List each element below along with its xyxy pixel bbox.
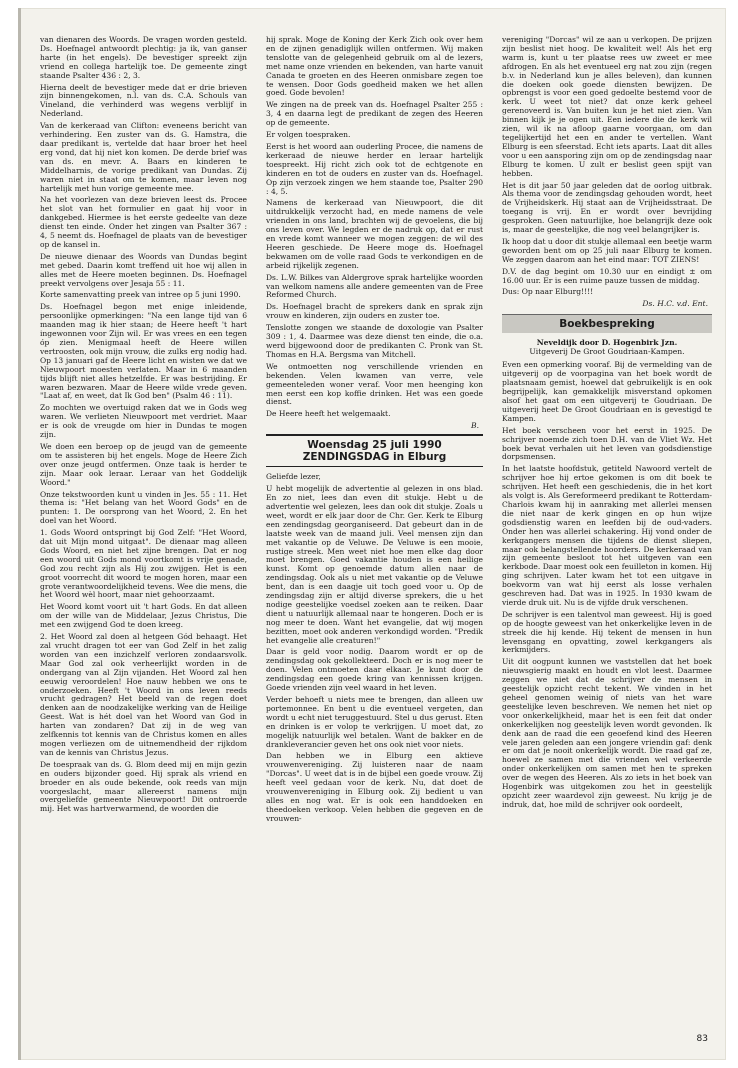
announcement-heading: [266, 434, 483, 467]
paragraph: Ds. Hoefnagel begon met enige inleidende, persoonlijke opmerkingen: "Na een lange tijd van 6 maanden mag ik hier staan; de Heere heeft 't hart ingewonnen voor Zijn wil. Er was vrees en een tegen óp zien. Menigmaal heeft de Heere willen vertroosten, ook mijn vrouw, die zulks erg nodig had. Op 13 januari gaf de Heere licht en wisten we dat we Nieuwpoort moesten verlaten. Maar in 6 maanden tijds blijft niet alles hetzelfde. Er was bestrijding. Er waren bezwaren. Maar de Heere wilde vrede geven. "Laat af, en weet, dat Ik God ben" (Psalm 46 : 11).: [40, 302, 247, 401]
paragraph: De schrijver is een talentvol man geweest. Hij is goed op de hoogte geweest van het onkerkelijke leven in de streek die hij kende. Hij tekent de mensen in hun levensgang en opvatting, zowel kerkgangers als kerkmijders.: [502, 609, 712, 655]
paragraph: We zingen na de preek van ds. Hoefnagel Psalter 255 : 3, 4 en daarna legt de predikant de zegen des Heeren op de gemeente.: [266, 100, 483, 128]
paragraph: D.V. de dag begint om 10.30 uur en eindigt ± om 16.00 uur. Er is een ruime pauze tussen de middag.: [502, 266, 712, 285]
paragraph: Ds. L.W. Bilkes van Aldergrove sprak hartelijke woorden van welkom namens alle andere gemeenten van de Free Reformed Church.: [266, 272, 483, 300]
paragraph: 2. Het Woord zal doen al hetgeen Gód behaagt. Het zal vrucht dragen tot eer van God Zelf in het zalig worden van een inzichzelf verloren zondaarsvolk. Maar God zal ook verheerlijkt worden in de ondergang van al Zijn vijanden. Het Woord zal hen eeuwig veroordelen! Hoe nauw hebben we ons te onderzoeken. Heeft 't Woord in ons leven reeds vrucht gedragen? Het beeld van de regen doet denken aan de noodzakelijke werking van de Heilige Geest. Wat is hét doel van het Woord van God in harten van zondaren? Dat zij in de weg van zelfkennis tot kennis van de Christus komen en alles mogen verliezen om de uitnemendheid der rijkdom van de kennis van Christus Jezus.: [40, 632, 247, 757]
author-signature-ent: Ds. H.C. v.d. Ent.: [642, 299, 708, 309]
paragraph: In het laatste hoofdstuk, getiteld Nawoord vertelt de schrijver hoe hij ertoe gekomen is om dit boek te schrijven. Het heeft een geschiedenis, die in het kort als volgt is. Als Gereformeerd predikant te Rotterdam-Charlois kwam hij in aanraking met allerlei mensen die niet naar de kerk gingen en op hun wijze godsdienstig waren en leefden bij de oud-vaders. Onder hen was allerlei schakering. Hij vond onder de kerkgangers mensen die tijdens de dienst sliepen, maar ook belangstellende hoorders. De kerkeraad van zijn gemeente besloot tot het uitgeven van een kerkbode. Daar moest ook een feuilleton in komen. Hij ging schrijven. Later kwam het tot een uitgave in boekvorm van wat hij eerst als losse verhalen geschreven had. Dat was in 1925. In 1930 kwam de vierde druk uit. Nu is de vijfde druk verschenen.: [502, 464, 712, 607]
magazine-page: [18, 8, 726, 1060]
paragraph: Dan hebben we in Elburg een aktieve vrouwenvereniging. Zij luisteren naar de naam "Dorcas". U weet dat is in de bijbel een goede vrouw. Zij heeft veel gedaan voor de kerk. Nu, dat doet de vrouwenvereniging in Elburg ook. Zij bedient u van alles en nog wat. Er is ook een handdoeken en theedoeken verkoop. Velen hebben die gegeven en de vrouwen-: [266, 751, 483, 823]
paragraph: Verder behoeft u niets mee te brengen, dan alleen uw portemonnee. En bent u die eventueel vergeten, dan wordt u echt niet teruggestuurd. Stel u dus gerust. Eten en drinken is er volop te verkrijgen. U moet dat, zo mogelijk natuurlijk wel betalen. Want de bakker en de drankleverancier geven het ons ook niet voor niets.: [266, 695, 483, 749]
column-middle: [266, 36, 483, 1040]
paragraph: Na het voorlezen van deze brieven leest ds. Procee het slot van het formulier en gaat hij voor in dankgebed. Hiermee is het eerste gedeelte van deze dienst ten einde. Onder het zingen van Psalter 367 : 4, 5 neemt ds. Hoefnagel de plaats van de bevestiger op de kansel in.: [40, 195, 247, 249]
paragraph: vereniging "Dorcas" wil ze aan u verkopen. De prijzen zijn beslist niet hoog. De kwaliteit wel! Als het erg warm is, kunt u ter plaatse rees uw zweet er mee afdrogen. En als het eventueel erg nat zou zijn (regen b.v. in Nederland kun je alles beleven), dan kunnen die doeken ook goede diensten bewijzen. De opbrengst is voor een goed gedoelte bestemd voor de kerk. U weet tot niet? dat onze kerk geheel gerenoveerd is. Van buiten kun je het niet zien. Van binnen kijk je je ogen uit. Een iedere die de kerk wil zien, wil ik na afloop gaarne voorgaan, om dan tegelijkertijd het een en ander te vertellen. Want Elburg is een sfeerstad. Echt iets aparts. Laat dit alles voor u een aansporing zijn om op de zendingsdag naar Elburg te komen. U zult er beslist geen spijt van hebben.: [502, 36, 712, 178]
paragraph: van dienaren des Woords. De vragen worden gesteld. Ds. Hoefnagel antwoordt plechtig: ja ik, van ganser harte (in het engels). De bevestiger spreekt zijn vriend en collega hartelijk toe. De gemeente zingt staande Psalter 436 : 2, 3.: [40, 36, 247, 80]
paragraph: De Heere heeft het welgemaakt.: [266, 409, 391, 419]
announcement-body: [266, 473, 483, 823]
announcement-title: ZENDINGSDAG in Elburg: [302, 451, 447, 464]
paragraph: Korte samenvatting preek van intree op 5 juni 1990.: [40, 290, 241, 300]
paragraph: Even een opmerking vooraf. Bij de vermelding van de uitgeverij op de voorpagina van het boek wordt de plaatsnaam gemist, hoewel dat gebruikelijk is en ook begrijpelijk, kan gemakkelijk misverstand opkomen alsof het gaat om een uitgeverij te Goudriaan. De uitgeverij heet De Groot Goudriaan en is gevestigd te Kampen.: [502, 360, 712, 423]
paragraph: Dus: Op naar Elburg!!!!: [502, 287, 594, 297]
paragraph: Uit dit oogpunt kunnen we vaststellen dat het boek nieuwsgierig maakt en houdt en vlot leest. Daarmee zeggen we niet dat de schrijver de mensen in geestelijk opzicht recht tekent. We vinden in het geheel genomen weinig of niets van het ware geestelijke leven beschreven. We nemen het niet op voor onkerkelijkheid, maar het is een feit dat onder onkerkelijken nog geestelijk leven wordt gevonden. Ik denk aan de raad die een geoefend kind des Heeren vele jaren geleden aan een jongere vriendin gaf: denk er om dat je nooit onkerkelijk wordt. Die raad gaf ze, hoewel ze samen met die vrienden wel verkeerde onder onkerkelijken om samen met hen te spreken over de wegen des Heeren. Als zo iets in het boek van Hogenbirk was uitgekomen zou het in geestelijk opzicht zeer waardevol zijn geweest. Nu krijg je de indruk, dat, hoe mild de schrijver ook oordeelt,: [502, 657, 712, 809]
binding-edge: [18, 8, 21, 1060]
paragraph: De nieuwe dienaar des Woords van Dundas begint met gebed. Daarin komt treffend uit hoe wij allen in alles met de Heere moeten beginnen. Ds. Hoefnagel preekt vervolgens over Jesaja 55 : 11.: [40, 251, 247, 288]
paragraph: Ds. Hoefnagel bracht de sprekers dank en sprak zijn vrouw en kinderen, zijn ouders en zuster toe.: [266, 302, 483, 321]
paragraph: We doen een beroep op de jeugd van de gemeente om te assisteren bij het engels. Moge de Heere Zich over onze jeugd ontfermen. Onze taak is herder te zijn. Maar ook leraar. Leraar van het Goddelijk Woord.": [40, 441, 247, 487]
paragraph: Er volgen toespraken.: [266, 130, 351, 140]
paragraph: Daar is geld voor nodig. Daarom wordt er op de zendingsdag ook gekollekteerd. Doch er is nog meer te doen. Velen ontmoeten daar elkaar. Je kunt door de zendingsdag een goede kring van kennissen krijgen. Goede vrienden zijn veel waard in het leven.: [266, 647, 483, 693]
installation-report-continued: [266, 36, 483, 419]
paragraph: Geliefde lezer,: [266, 472, 321, 482]
column-right: [502, 36, 712, 1040]
paragraph: hij sprak. Moge de Koning der Kerk Zich ook over hem en de zijnen genadiglijk willen ontfermen. Wij maken tenslotte van de gelegenheid gebruik om al de lezers, met name onze vrienden en bekenden, van harte vanuit Canada te groeten en des Heeren onmisbare zegen toe te wensen. Door Gods goedheid maken we het allen goed. Gode bevolen!: [266, 36, 483, 98]
author-signature-b: B.: [471, 421, 479, 431]
paragraph: Het Woord komt voort uit 't hart Gods. En dat alleen om der wille van de Middelaar, Jezus Christus, Die met een zwijgend God te doen kreeg.: [40, 602, 247, 630]
paragraph: We ontmoetten nog verschillende vrienden en bekenden. Velen kwamen van verre, vele gemeenteleden woner veraf. Voor men heenging kon men eerst een kop koffie drinken. Het was een goede dienst.: [266, 361, 483, 407]
paragraph: Het is dit jaar 50 jaar geleden dat de oorlog uitbrak. Als thema voor de zendingsdag gehouden wordt, heet de Vrijheidskerk. Hij staat aan de Vrijheidsstraat. De toegang is vrij. En er wordt over bevrijding gesproken. Geen natuurlijke, hoe belangrijk deze ook is, maar de geestelijke, die nog veel belangrijker is.: [502, 180, 712, 235]
paragraph: Zo mochten we overtuigd raken dat we in Gods weg waren. We verlieten Nieuwpoort met verdriet. Maar er is ook de vreugde om hier in Dundas te mogen zijn.: [40, 403, 247, 440]
paragraph: Het boek verscheen voor het eerst in 1925. De schrijver noemde zich toen D.H. van de Vliet Wz. Het boek bevat verhalen uit het leven van godsdienstige dorpsmensen.: [502, 425, 712, 462]
page-number: 83: [696, 1034, 708, 1044]
paragraph: 1. Gods Woord ontspringt bij God Zelf: "Het Woord, dat uit Mijn mond uitgaat". De dienaar mag alleen Gods Woord, en niet het zijne brengen. Dat er nog een woord uit Gods mond voortkomt is vrije genade, God zou recht zijn als Hij zou zwijgen. Het is een groot voorrecht dit woord te mogen horen, maar een grote verantwoordelijkheid tevens. Wee die mens, die het Woord wèl hoort, maar niet gehoorzaamt.: [40, 528, 247, 600]
paragraph: U hebt mogelijk de advertentie al gelezen in ons blad. En zo niet, lees dan even dit stukje. Hebt u de advertentie wel gelezen, lees dan ook dit stukje. Zoals u weet, wordt er elk jaar door de Chr. Ger. Kerk te Elburg een zendingsdag georganiseerd. Dat gebeurt dan in de laatste week van de maand juli. Veel mensen zijn dan met vakantie op de Veluwe. De Veluwe is een mooie, rustige streek. Men weet niet hoe men elke dag door moet brengen. Goed vakantie houden is een heilige kunst. Komt op genoemde datum allen naar de zendingsdag. Ook als u niet met vakantie op de Veluwe bent, dan is een daagje uit toch goed voor u. Op de zendingsdag zijn er altijd diverse sprekers, die u het nodige geestelijke voedsel zoeken aan te reiken. Daar dient u natuurlijk allemaal naar te hongeren. Doch er is nog meer te doen. Want het evangelie, dat wij mogen bezitten, moet ook anderen verkondigd worden. "Predik het evangelie alle creaturen!": [266, 484, 483, 645]
paragraph: Tenslotte zongen we staande de doxologie van Psalter 309 : 1, 4. Daarmee was deze dienst ten einde, die o.a. werd bijgewoond door de predikanten C. Pronk van St. Thomas en H.A. Bergsma van Mitchell.: [266, 323, 483, 359]
book-publisher: Uitgeverij De Groot Goudriaan-Kampen.: [529, 347, 685, 357]
paragraph: Van de kerkeraad van Clifton: eveneens bericht van verhindering. Een zuster van ds. G. Hamstra, die daar predikant is, vertelde dat haar broer het heel erg vond, dat hij niet kon komen. De derde brief was van ds. en mevr. A. Baars en kinderen te Middelharnis, de vorige predikant van Dundas. Zij waren niet in staat om te komen, maar leven nog hartelijk met hun vorige gemeente mee.: [40, 121, 247, 193]
paragraph: De toespraak van ds. G. Blom deed mij en mijn gezin en ouders bijzonder goed. Hij sprak als vriend en broeder en als oude bekende, ook reeds van mijn voorgeslacht, maar allereerst namens mijn overgeliefde gemeente Nieuwpoort! Dit ontroerde mij. Het was hartverwarmend, de woorden die: [40, 759, 247, 814]
book-review-body: [502, 361, 712, 809]
book-title-author: Neveldijk door D. Hogenbirk Jzn.: [536, 338, 678, 348]
column-left: [40, 36, 247, 1040]
paragraph: Ik hoop dat u door dit stukje allemaal een beetje warm geworden bent om op 25 juli naar Elburg te komen. We zeggen daarom aan het eind maar: TOT ZIENS!: [502, 236, 712, 264]
paragraph: Eerst is het woord aan ouderling Procee, die namens de kerkeraad de nieuwe herder en leraar hartelijk toespreekt. Hij richt zich ook tot de echtgenote en kinderen en tot de ouders en zuster van ds. Hoefnagel. Op zijn verzoek zingen we hem staande toe, Psalter 290 : 4, 5.: [266, 141, 483, 196]
book-review-publication: [502, 338, 712, 356]
paragraph: Onze tekstwoorden kunt u vinden in Jes. 55 : 11. Het thema is: "Het belang van het Woord Gods" en de punten: 1. De oorsprong van het Woord, 2. En het doel van het Woord.: [40, 489, 247, 526]
announcement-body-continued: [502, 36, 712, 297]
paragraph: Hierna deelt de bevestiger mede dat er drie brieven zijn binnengekomen, n.l. van ds. C.A. Schouls van Vineland, die verhinderd was wegens verblijf in Nederland.: [40, 82, 247, 119]
book-review-heading: Boekbespreking: [502, 314, 712, 333]
announcement-date: Woensdag 25 juli 1990: [307, 439, 442, 452]
paragraph: Namens de kerkeraad van Nieuwpoort, die dit uitdrukkelijk verzocht had, en mede namens de vele vrienden in ons land, brachten wij de gevoelens, die bij ons leven over. We legden er de nadruk op, dat er rust en vrede komt wanneer we mogen zeggen: de wil des Heeren geschiede. De Heere moge ds. Hoefnagel bekwamen om de volle raad Gods te verkondigen en de arbeid rijkelijk zegenen.: [266, 198, 483, 270]
